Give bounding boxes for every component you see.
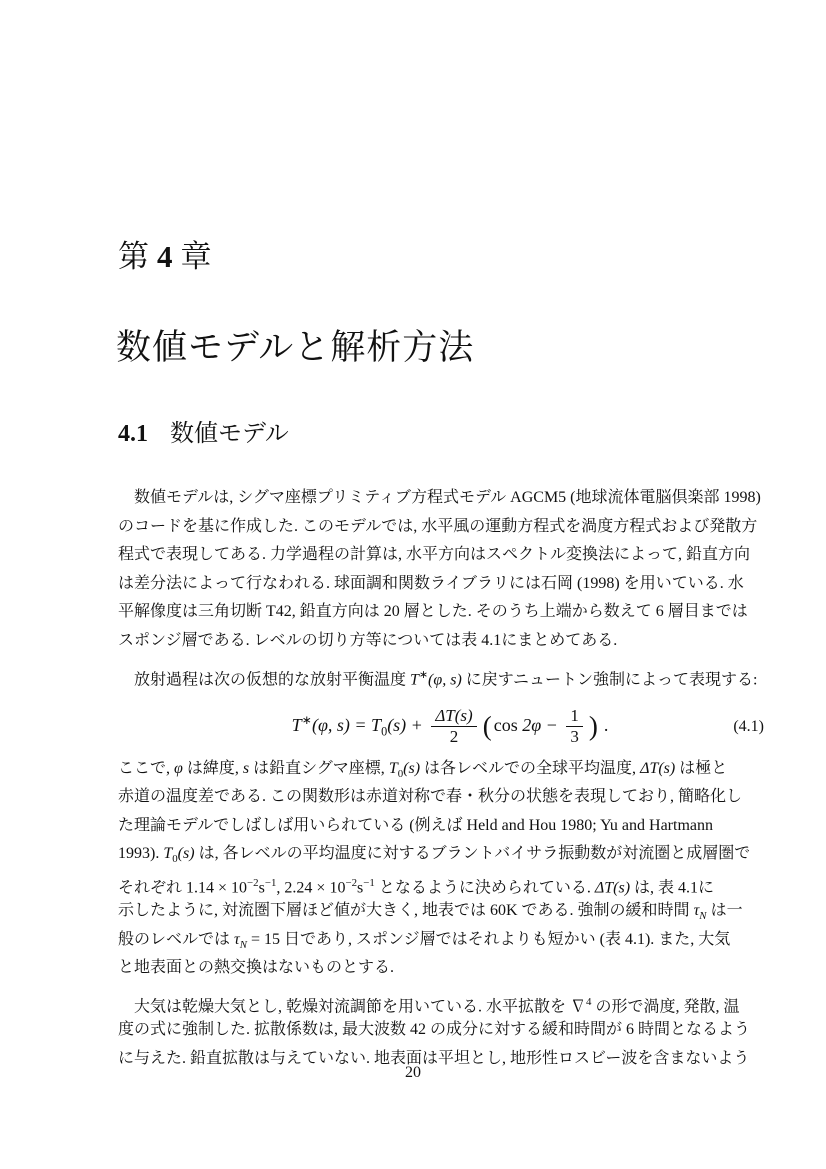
math-inline: T: [163, 845, 173, 862]
math-inline: −1: [264, 876, 277, 889]
chapter-title: 数値モデルと解析方法: [116, 328, 475, 367]
equation-body: [292, 706, 609, 748]
text-line: スポンジ層である. レベルの切り方等については表 4.1にまとめてある.: [118, 631, 618, 649]
math-inline: ∗: [418, 669, 429, 681]
equation-star-sup: ∗: [301, 712, 312, 727]
text-line: 数値モデルは, シグマ座標プリミティブ方程式モデル AGCM5 (地球流体電脳倶楽部 1998): [134, 489, 761, 506]
equation-fraction-dT-2: [431, 706, 476, 748]
right-paren: ): [588, 711, 598, 742]
math-inline: 4: [586, 995, 592, 1008]
equation-zero-sub: 0: [381, 724, 388, 739]
fraction-numerator: 1: [566, 706, 583, 727]
math-inline: T: [388, 759, 398, 777]
body-text: [118, 484, 782, 1073]
paragraph-radiation-detail: [118, 755, 782, 983]
math-inline: T: [410, 671, 419, 689]
section-title: 数値モデル: [170, 420, 289, 447]
section-number: 4.1: [118, 421, 148, 447]
display-equation: [118, 699, 782, 755]
equation-cos: cos: [493, 714, 518, 735]
math-inline: 0: [397, 767, 404, 780]
equation-angle-term: 2φ −: [517, 714, 563, 735]
text-line: と地表面との熱交換はないものとする.: [118, 959, 395, 976]
text-line: 示したように, 対流圏下層ほど値が大きく, 地表では 60K である. 強制の緩和時間 $\tau_N$ は一: [118, 902, 743, 923]
math-inline: −2: [247, 876, 259, 889]
text-line: 程式で表現してある. 力学過程の計算は, 水平方向はスペクトル変換法によって, 鉛直方向: [118, 546, 751, 563]
text-line: 度の式に強制した. 拡散係数は, 最大波数 42 の成分に対する緩和時間が 6 時間となるよう: [118, 1021, 751, 1038]
text-line: に与えた. 鉛直拡散は与えていない. 地表面は平坦とし, 地形性ロスビー波を含まないよう: [118, 1049, 750, 1067]
equation-period: .: [603, 714, 609, 735]
fraction-denominator: 3: [570, 727, 579, 747]
math-inline: (s): [403, 759, 421, 777]
paragraph-radiation-intro: [118, 661, 782, 690]
text-line: 放射過程は次の仮想的な放射平衡温度 T∗(φ, s) に戻すニュートン強制によって表現する:: [134, 669, 758, 689]
math-inline: τ: [234, 930, 240, 948]
text-line: 1993). $T_0(s)$ は, 各レベルの平均温度に対するブラントバイサラ振動数が対流圏と成層圏で: [118, 845, 751, 866]
equation-after-zero: (s) +: [387, 714, 428, 735]
text-line: のコードを基に作成した. このモデルでは, 水平風の運動方程式を渦度方程式および発散方: [118, 517, 758, 535]
math-inline: −2: [345, 876, 358, 889]
text-line: 般のレベルでは $\tau_N = 15$ 日であり, スポンジ層ではそれよりも短かい (表 4.1). また, 大気: [118, 930, 731, 951]
text-line: は差分法によって行なわれる. 球面調和関数ライブラリには石岡 (1998) を用いている. 水: [118, 574, 744, 592]
math-inline: N: [239, 938, 248, 951]
chapter-number: 4: [157, 239, 173, 274]
text-line: 平解像度は三角切断 T42, 鉛直方向は 20 層とした. そのうち上端から数えて 6 層目までは: [118, 603, 748, 620]
equation-number: (4.1): [733, 717, 764, 735]
paragraph-dry-atmosphere: [118, 988, 782, 1074]
text-line: 赤道の温度差である. この関数形は赤道対称で春・秋分の状態を表現しており, 簡略化し: [118, 788, 743, 805]
math-inline: ΔT(s): [640, 759, 676, 777]
math-inline: N: [699, 910, 707, 923]
fraction-denominator: 2: [449, 727, 459, 747]
equation-lhs-T: T: [291, 714, 302, 735]
math-inline: s: [242, 759, 250, 777]
math-inline: φ: [174, 759, 183, 777]
math-inline: (φ, s): [428, 671, 462, 689]
text-line: それぞれ $1.14 \times 10^{-2}s^{-1}$, $2.24 \times 10^{-2}s^{-1}$ となるように決められている. ΔT(s) は, 表 4.1に: [118, 876, 715, 896]
text-line: た理論モデルでしばしば用いられている (例えば Held and Hou 1980; Yu and Hartmann: [118, 816, 713, 834]
left-paren: (: [482, 711, 492, 742]
fraction-numerator: ΔT(s): [431, 706, 476, 727]
math-inline: ΔT(s): [594, 878, 631, 896]
section-heading: [118, 413, 289, 448]
text-line: ここで, φ は緯度, s は鉛直シグマ座標, $T_0(s)$ は各レベルでの全球平均温度, ΔT(s) は極と: [118, 759, 728, 780]
math-inline: τ: [693, 902, 700, 919]
math-inline: (s): [177, 845, 195, 862]
paragraph-model-intro: [118, 484, 782, 655]
chapter-suffix: 章: [180, 239, 212, 274]
equation-fraction-1-3: [566, 706, 583, 748]
page-number: 20: [405, 1064, 421, 1081]
chapter-prefix: 第: [118, 239, 149, 274]
math-inline: 0: [172, 853, 178, 866]
text-line: 大気は乾燥大気とし, 乾燥対流調節を用いている. 水平拡散を ∇$^4$ の形で渦度, 発散, 温: [134, 995, 740, 1015]
math-inline: −1: [363, 876, 375, 889]
equation-mid: (φ, s) = T: [311, 714, 382, 735]
chapter-label: [118, 231, 212, 276]
